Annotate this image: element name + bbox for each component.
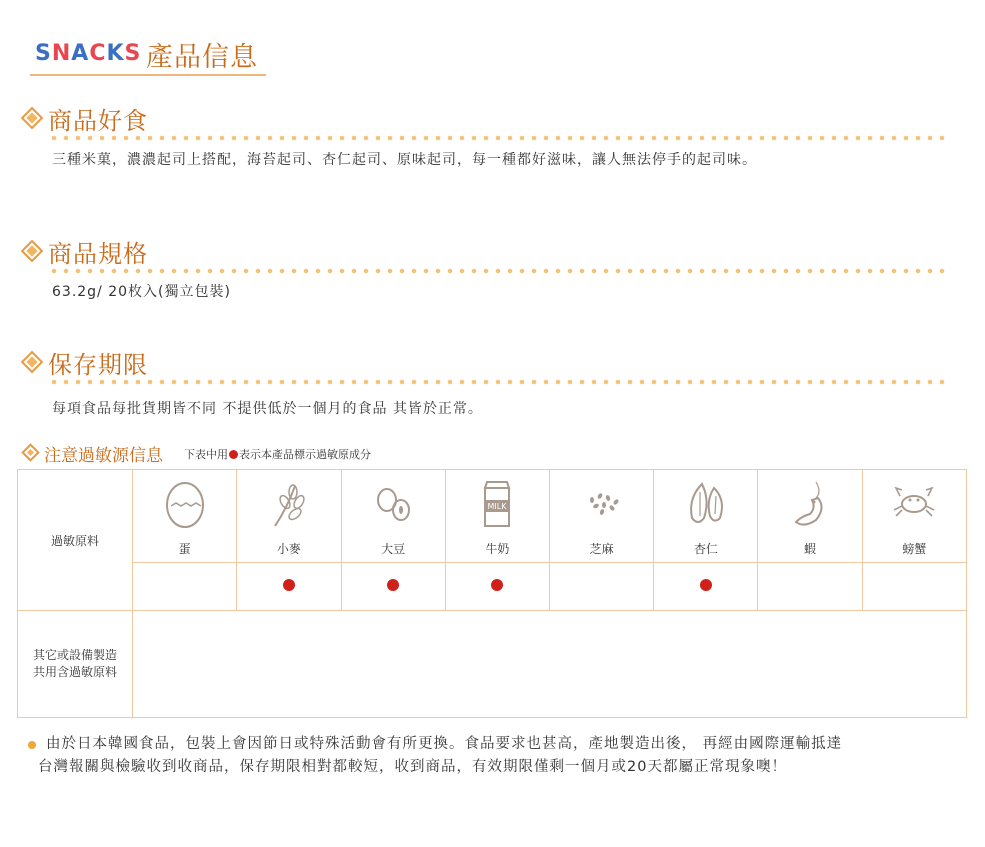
allergen-cell: 杏仁: [654, 470, 758, 563]
section-body: 63.2g/ 20枚入(獨立包裝): [52, 284, 231, 300]
table-row: [18, 611, 967, 718]
red-dot-icon: [283, 579, 295, 591]
milk-icon: [473, 478, 521, 530]
red-dot-icon: [491, 579, 503, 591]
sesame-icon: [578, 478, 626, 530]
table-row: [18, 563, 967, 611]
allergen-cell: 蝦: [758, 470, 862, 563]
allergen-cell: MILK 牛奶: [445, 470, 549, 563]
crab-icon: [890, 478, 938, 530]
egg-icon: [161, 478, 209, 530]
other-allergen-cell: [133, 611, 967, 718]
allergen-mark-cell: [341, 563, 445, 611]
dotted-divider: [48, 268, 947, 274]
section-title: 商品規格: [48, 240, 148, 268]
soybean-icon: [369, 478, 417, 530]
bullet-icon: [28, 741, 36, 749]
snacks-logo: SNACKS: [35, 41, 142, 66]
diamond-bullet-icon: [21, 240, 44, 263]
allergen-mark-cell: [758, 563, 862, 611]
almond-icon: [682, 478, 730, 530]
allergen-cell: 螃蟹: [862, 470, 966, 563]
footnote: 由於日本韓國食品，包裝上會因節日或特殊活動會有所更換。食品要求也甚高，產地製造出後， 再經由國際運輸抵達 台灣報關與檢驗收到收商品，保存期限相對都較短，收到商品，有效期限僅剩一個月或20天都屬正常現象噢！: [28, 733, 928, 779]
allergen-cell: 大豆: [341, 470, 445, 563]
page-title: 產品信息: [146, 42, 258, 73]
red-dot-icon: [387, 579, 399, 591]
allergen-cell: 蛋: [133, 470, 237, 563]
page-header: [30, 32, 266, 76]
allergen-mark-cell: [549, 563, 653, 611]
section-title: 商品好食: [48, 107, 148, 135]
red-dot-icon: [229, 450, 238, 459]
wheat-icon: [265, 478, 313, 530]
allergen-mark-cell: [237, 563, 341, 611]
diamond-bullet-icon: [21, 107, 44, 130]
allergy-header: [22, 441, 522, 465]
svg-text:MILK: MILK: [487, 502, 507, 511]
table-row: [18, 470, 967, 563]
allergen-mark-cell: [133, 563, 237, 611]
allergen-mark-cell: [654, 563, 758, 611]
allergy-note: 下表中用 表示本產品標示過敏原成分: [184, 448, 371, 461]
section-title: 保存期限: [48, 351, 148, 379]
diamond-bullet-icon: [21, 351, 44, 374]
allergy-title: 注意過敏源信息: [44, 446, 163, 466]
allergen-cell: 芝麻: [549, 470, 653, 563]
allergen-mark-cell: [445, 563, 549, 611]
section-body: 每項食品每批貨期皆不同 不提供低於一個月的食品 其皆於正常。: [52, 401, 483, 417]
dotted-divider: [48, 135, 947, 141]
section-product-spec: [22, 234, 947, 309]
section-product-description: [22, 101, 947, 176]
section-shelf-life: [22, 345, 947, 420]
allergen-mark-cell: [862, 563, 966, 611]
other-label: 其它或設備製造 共用含過敏原料: [18, 611, 133, 718]
dotted-divider: [48, 379, 947, 385]
allergen-cell: 小麥: [237, 470, 341, 563]
section-body: 三種米菓，濃濃起司上搭配，海苔起司、杏仁起司、原味起司，每一種都好滋味，讓人無法停手的起司味。: [52, 152, 757, 168]
red-dot-icon: [700, 579, 712, 591]
diamond-bullet-icon: [21, 443, 39, 461]
shrimp-icon: [786, 478, 834, 530]
allergy-table: [17, 469, 967, 718]
row-label: 過敏原料: [18, 470, 133, 611]
